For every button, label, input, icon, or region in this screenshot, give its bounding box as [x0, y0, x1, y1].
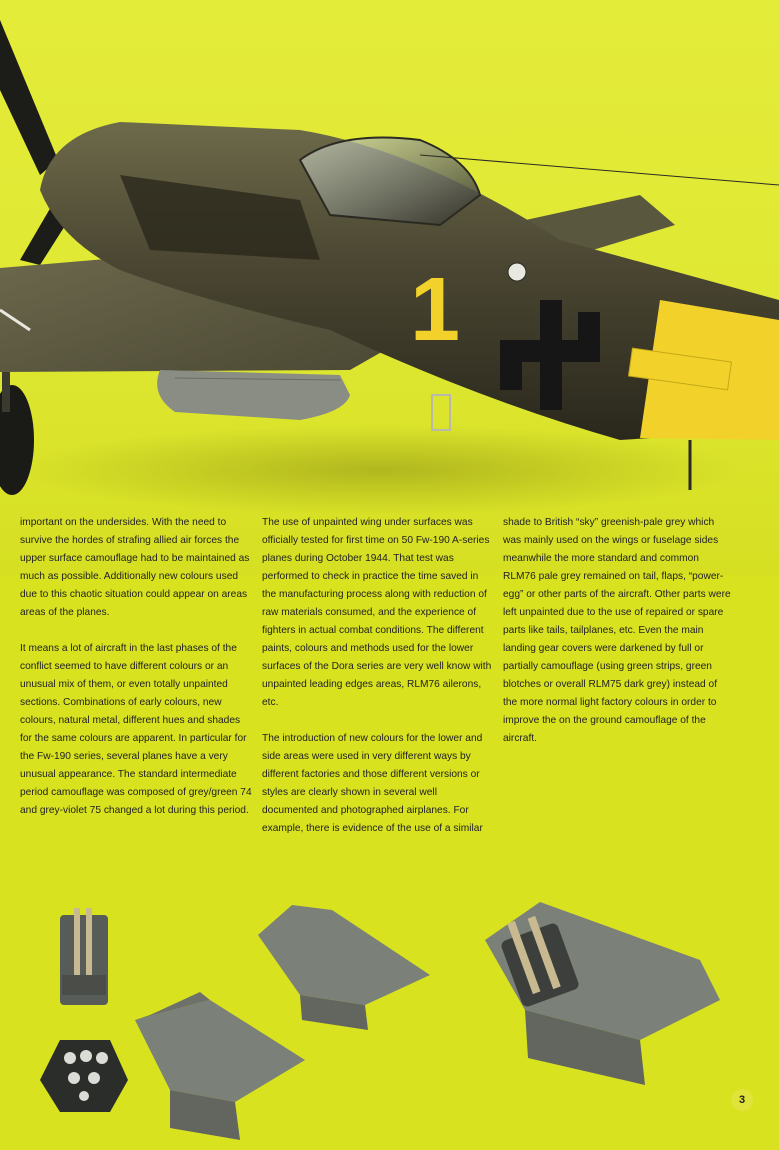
propeller-blade-upper	[0, 20, 58, 175]
seat-with-harness-photo	[60, 908, 108, 1005]
text-column-2	[262, 514, 492, 856]
cockpit-tub-with-seat-photo	[485, 902, 720, 1085]
text-column-1	[20, 514, 252, 838]
paragraph: It means a lot of aircraft in the last phases of the conflict seemed to have different colours or an unusual mix of them, or even totally unpainted sections. Combinations of early colours, new colours, natural metal, different hues and shades for the same colours are apparent. In particular for the Fw-190 series, several planes have a very unusual appearance. The standard intermediate period camouflage was composed of grey/green 74 and grey-violet 75 changed a lot during this period.	[20, 643, 252, 816]
paragraph: The introduction of new colours for the lower and side areas were used in very different ways by different factories and those different versions or styles are clearly shown in several well documented and photographed airplanes. For example, there is evidence of the use of a similar	[262, 733, 483, 834]
paragraph: The use of unpainted wing under surfaces was officially tested for first time on 50 Fw-190 A-series planes during October 1944. That test was performed to check in practice the time saved in the manufacturing process along with reduction of raw materials consumed, and the experience of fighters in actual combat conditions. The different paints, colours and methods used for the lower surfaces of the Dora series are very well know with unpainted leading edges areas, RLM76 ailerons, etc.	[262, 517, 492, 708]
boarding-step	[432, 395, 450, 430]
paragraph: shade to British “sky” greenish-pale grey which was mainly used on the wings or fuselage sides meanwhile the more standard and common RLM76 pale grey remained on tail, flaps, “power-egg” or other parts of the aircraft. Other parts were left unpainted due to the use of repaired or spare parts like tails, tailplanes, etc. Even the main landing gear covers were darkened by full or partially camouflage (using green strips, green blotches or overall RLM75 dark grey) instead of the more normal light factory colours in order to improve the on the ground camouflage of the aircraft.	[503, 517, 731, 744]
fuselage-emblem	[508, 263, 526, 281]
text-column-3	[503, 514, 733, 766]
cockpit-parts-photos	[0, 880, 779, 1150]
cockpit-tub-photo	[258, 905, 430, 1030]
instrument-panel-photo	[40, 1040, 128, 1112]
fuselage-number: 1	[410, 260, 461, 360]
page-number: 3	[731, 1089, 753, 1111]
cockpit-tub-photo	[135, 992, 305, 1140]
paragraph: important on the undersides. With the need to survive the hordes of strafing allied air forces the upper surface camouflage had to be maintained as much as possible. Additionally new colours used due to this chaotic situation could appear on areas areas of the planes.	[20, 517, 250, 618]
drop-tank	[157, 370, 350, 420]
